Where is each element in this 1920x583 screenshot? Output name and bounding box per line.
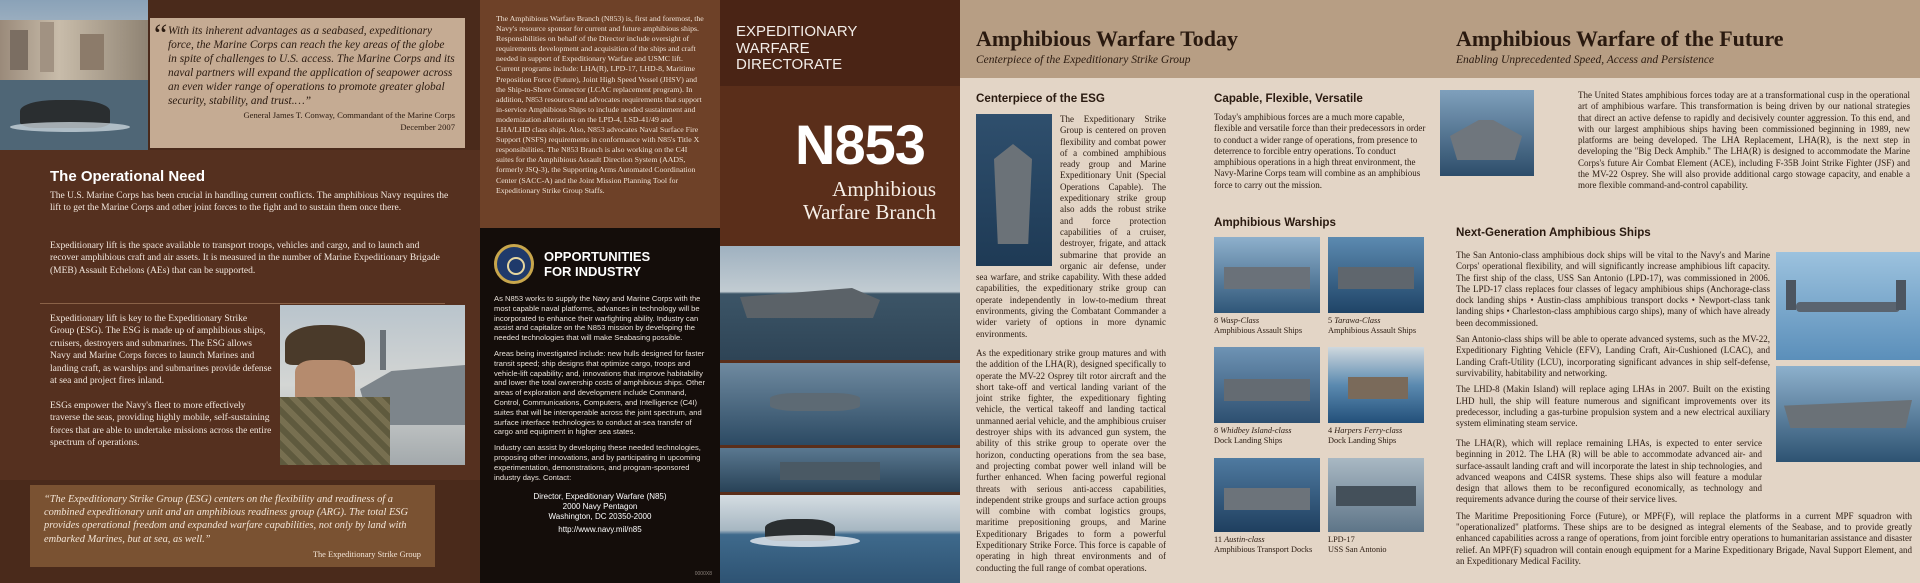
ship-name-3: Whidbey Island-class [1220,426,1292,435]
contact-line-2: 2000 Navy Pentagon [562,502,638,512]
ship-type-3: Dock Landing Ships [1214,435,1283,445]
esg-quote [30,485,435,567]
ship-name-6: LPD-17 [1328,535,1355,544]
branch-code: N853 [795,113,925,176]
ship-count-5: 11 [1214,535,1222,544]
opportunities-title-2: FOR INDUSTRY [544,264,642,279]
today-title: Amphibious Warfare Today [976,26,1239,51]
need-para-2: Expeditionary lift is the space available to transport troops, vehicles and cargo, and to launch and recover amphibious craft and air assets. It is measured in the number of Marine Expeditionary Brigade (MEB) Assault Echelons (AEs) that can be supported. [50,241,440,276]
ship-caption-3 [1214,426,1324,445]
cfv-para: Today's amphibious forces are a much more capable, flexible and versatile force than their predecessors in order to conduct a wider range of operations, from presence to deterrence to forcible entry operations. To conduct amphibious operations in a high threat environment, the Navy-Marine Corps team will combine as an amphibious force to carry out the mission. [1214,112,1426,190]
next-gen-body-upper [1456,250,1770,429]
ship-caption-6 [1328,535,1428,554]
ship-name-4: Harpers Ferry-class [1334,426,1403,435]
ship-image-1 [1214,237,1320,313]
branch-title-2: Warfare Branch [803,200,936,224]
next-gen-para-1: The San Antonio-class amphibious dock ships will be vital to the Navy's and Marine Corps' operational flexibility, and will significantly increase amphibious lift capacity. The first ship of the class, USS San Antonio (LPD-17), was commissioned in 2006. The LPD-17 class replaces four classes of legacy amphibious ships (Anchorage-class dock landing ships • Austin-class amphibious transport docks • Newport-class tank landing ships • Charleston-class amphibious cargo ships), many of which have already been decommissioned. [1456,250,1770,328]
ship-photo-2 [720,363,960,445]
contact-url[interactable]: http://www.navy.mil/n85 [558,525,642,535]
ship-type-2: Amphibious Assault Ships [1328,325,1417,335]
ship-caption-5 [1214,535,1324,554]
ship-type-5: Amphibious Transport Docks [1214,544,1313,554]
need-para-3: Expeditionary lift is key to the Expeditionary Strike Group (ESG). The ESG is made up of amphibious ships, cruisers, destroyers and submarines. The ESG allows Navy and Marine Corps forces to launch Marines and landing craft, as warships and submarines provide defense at sea and project fires inland. [50,314,272,387]
ship-type-1: Amphibious Assault Ships [1214,325,1303,335]
ship-count-3: 8 [1214,426,1219,435]
directorate-line-2: WARFARE [736,39,810,57]
ship-image-4 [1328,347,1424,423]
about-branch [480,0,720,228]
quote-mark-icon: “ [154,18,168,51]
today-subtitle: Centerpiece of the Expeditionary Strike Group [976,54,1191,66]
quote-text: With its inherent advantages as a seabased, expeditionary force, the Marine Corps can reach the key areas of the globe in spite of challenges to U.S. access. The Marine Corps and its naval partners will expand the application of seapower across an even wider range of operations to promote greater global security, stability, and trust.…” [168,25,455,107]
directorate-line-3: DIRECTORATE [736,56,843,73]
esg-heading: Centerpiece of the ESG [976,92,1105,105]
warships-heading: Amphibious Warships [1214,216,1336,229]
contact-line-1: Director, Expeditionary Warfare (N85) [533,492,667,502]
lha-ship-photo [1440,90,1534,176]
contact-line-3: Washington, DC 20350-2000 [548,512,652,522]
need-para-1: The U.S. Marine Corps has been crucial in handling current conflicts. The amphibious Navy requires the lift to get the Marine Corps and other joint forces to the fight and to sustain them once there. [50,191,449,214]
ship-image-2 [1328,237,1424,313]
warfare-today-panel [960,0,1440,583]
about-branch-text: The Amphibious Warfare Branch (N853) is, first and foremost, the Navy's resource sponsor for current and future amphibious ships. Responsibilities on behalf of the Director include oversight of requirements development and acquisition of the ships and craft needed in support of Expeditionary Warfare and USMC lift. Current programs include: LHA(R), LPD-17, LHD-8, Maritime Preposition Force (Future), Joint High Speed Vessel (JHSV) and the Ship-to-Shore Connector (LCAC replacement program). In addition, N853 resources and advocates requirements that support in-service Amphibious Ships to include needed sustainment and modernization alterations on the LPD-4, LSD-41/49 and LHA/LHD class ships. Also, N853 advocates Naval Surface Fire Support (NSFS) requirements in conformance with N85's Title X responsibilities. The N853 Branch is also working on the C4I suites for the Amphibious Assault Direction System (AADS, formerly JSQ-3), the Supporting Arms Automated Coordination Center (SACC-A) and the Joint Mission Planning Tool for Expeditionary Strike Group Staffs. [496,14,704,195]
opportunities-para-3: Industry can assist by developing these needed technologies, proposing other innovations, and by participating in upcoming experimentation, demonstrations, and program-sponsored industry days. Contact: [494,443,701,482]
ship-count-2: 5 [1328,316,1333,325]
hovercraft-photo [0,0,148,150]
ship-caption-4 [1328,426,1428,445]
marine-and-ship-photo [280,305,465,465]
ship-count-4: 4 [1328,426,1333,435]
next-gen-para-2: San Antonio-class ships will be able to operate advanced systems, such as the MV-22, Expeditionary Fighting Vehicle (EFV), Landing Craft, Air-Cushioned (LCAC), and Landing Craft-Utility (LCU), incorporating significant advances in ship self-defense, survivability, habitability and networking. [1456,334,1770,378]
directorate-line-1: EXPEDITIONARY [736,23,858,40]
operational-need-heading: The Operational Need [50,168,206,185]
ship-count-1: 8 [1214,316,1219,325]
ship-photo-4 [720,495,960,583]
quote-attribution: General James T. Conway, Commandant of the Marine Corps [243,110,455,120]
future-subtitle: Enabling Unprecedented Speed, Access and Persistence [1456,54,1715,66]
esg-quote-text: “The Expeditionary Strike Group (ESG) centers on the flexibility and readiness of a combined expeditionary unit and an amphibious readiness group (ARG). The total ESG provides operational freedom and expanded warfare capabilities, not only by land with embarked Marines, but at sea, as well.” [44,494,409,545]
ship-name-1: Wasp-Class [1220,316,1260,325]
ship-type-6: USS San Antonio [1328,544,1387,554]
ship-type-4: Dock Landing Ships [1328,435,1397,445]
ship-photo-1 [720,246,960,360]
operational-need-panel [0,0,480,583]
commandant-quote [150,18,465,148]
warfare-future-panel [1440,0,1920,583]
opportunities-para-1: As N853 works to supply the Navy and Marine Corps with the most capable naval platforms, advances in technology will be incorporated to enhance their warfighting ability. Industry can assist and capitalize on the N853 mission by developing the needed technologies that will make Seabasing possible. [494,294,701,343]
cfv-heading: Capable, Flexible, Versatile [1214,92,1363,105]
esg-quote-attribution: The Expeditionary Strike Group [312,549,421,559]
future-title: Amphibious Warfare of the Future [1456,26,1784,51]
ship-caption-1 [1214,316,1324,335]
ship-photo-3 [720,448,960,492]
next-gen-para-3: The LHD-8 (Makin Island) will replace aging LHAs in 2007. Built on the existing LHD hull, the ship will feature numerous and significant improvements over its predecessor, including a gas-turbine propulsion system and a new electrical auxiliary system eliminating steam service. [1456,384,1770,429]
cover-panel [720,0,960,583]
ship-caption-2 [1328,316,1428,335]
divider [40,303,445,304]
next-gen-para-4: The LHA(R), which will replace remaining LHAs, is expected to enter service beginning in 2012. The LHA (R) will be able to accommodate advanced air- and surface-assault landing craft and will incorporate the latest in ship technologies, and advanced weapons and C4ISR systems. These ships also will feature a modular design that allows them to be reconfigured economically, as technology and requirements advance during the course of their service lives. [1456,438,1762,505]
opportunities-section [480,228,720,583]
osprey-photo [1776,252,1920,360]
ship-name-5: Austin-class [1224,535,1265,544]
ship-image-3 [1214,347,1320,423]
quote-date: December 2007 [400,122,455,132]
opportunities-title-1: OPPORTUNITIES [544,249,651,264]
ship-name-2: Tarawa-Class [1334,316,1381,325]
print-code: 0000X8 [694,571,712,577]
ship-image-6 [1328,458,1424,532]
next-gen-body-lower [1456,438,1912,567]
branch-title-1: Amphibious [832,177,936,201]
branch-info-panel [480,0,720,583]
esg-para-2: As the expeditionary strike group matures and with the addition of the LHA(R), designed specifically to operate the MV-22 Osprey tilt rotor aircraft and the short take-off and vertical landing variant of the joint strike fighter, the expeditionary fighting vehicle, the vertical takeoff and landing tactical unmanned aerial vehicle, and the amphibious cruiser destroyer ships with its advanced gun system, the ability of this strike group to operate over the horizon, conducting operations from the sea base, and projecting combat power well inland will be further enhanced. When facing powerful regional threats with serious anti-access capabilities, independent strike groups and surface action groups will combine with combat logistics groups, maritime prepositioning groups, and Marine Expeditionary Brigades to form a powerful Expeditionary Strike Force. This force is capable of operating in high threat environments and of conducting the full range of combat operations. [976,347,1166,573]
ship-image-5 [1214,458,1320,532]
esg-para-1: The Expeditionary Strike Group is centered on proven flexibility and combat power of a combined amphibious ready group and Marine Expeditionary Unit (Special Operations Capable). The expeditionary strike group also adds the robust strike and force protection capabilities of a cruiser, destroyer, frigate, and attack submarine that provide an organic air defense, under sea warfare, and strike capability. With these added capabilities, the expeditionary strike group can operate independently in low-to-medium threat environments, giving the Combatant Commander a wider variety of options in more dynamic environments. [976,114,1166,339]
future-intro: The United States amphibious forces today are at a transformational cusp in the operational art of amphibious warfare. This transformation is being driven by our national strategies that direct an active defense to rapidly and decisively counter aggression. To this end, and with our largest amphibious ships having been commissioned beginning in 1989, new platforms are being developed. The LHA Replacement, LHA(R), is the next step in developing the "Big Deck Amphib." The LHA(R) is designed to accommodate the Marine Corps's future Air Combat Element (ACE), including F-35B Joint Strike Fighter (JSF) and the MV-22 Osprey. She will also provide additional cargo stowage capacity, and enable a more flexible command-and-control capability. [1578,90,1910,191]
next-gen-para-5: The Maritime Prepositioning Force (Future), or MPF(F), will replace the platforms in a current MPF squadron with "operationalized" platforms. These ships are to be designed as integral elements of the Seabase, and to provide greatly enhanced capabilities across a range of operations, from joint forcible entry operations to humanitarian assistance and disaster relief. An MPF(F) squadron will contain enough equipment for a Marine Expeditionary Brigade, Naval Support Element, and an Expeditionary Medical Facility. [1456,510,1912,566]
opportunities-para-2: Areas being investigated include: new hulls designed for faster transit speed; ship designs that optimize cargo, troops and vehicle-lift capability; and, innovations that improve habitability and lower the total ownership costs of amphibious ships. Other areas of exploration and development include Command, Control, Communications, Computers, and Intelligence (C4I) suites that will be interoperable across the joint spectrum, and surface interface technologies to conduct at-sea transfer of cargo and equipment in higher sea states. [494,348,706,437]
esg-body [976,114,1166,574]
next-gen-heading: Next-Generation Amphibious Ships [1456,226,1651,239]
need-para-4: ESGs empower the Navy's fleet to more effectively traverse the seas, providing highly mobile, self-sustaining forces that are able to undertake missions across the entire spectrum of operations. [50,401,272,449]
navy-seal-icon [494,244,534,284]
